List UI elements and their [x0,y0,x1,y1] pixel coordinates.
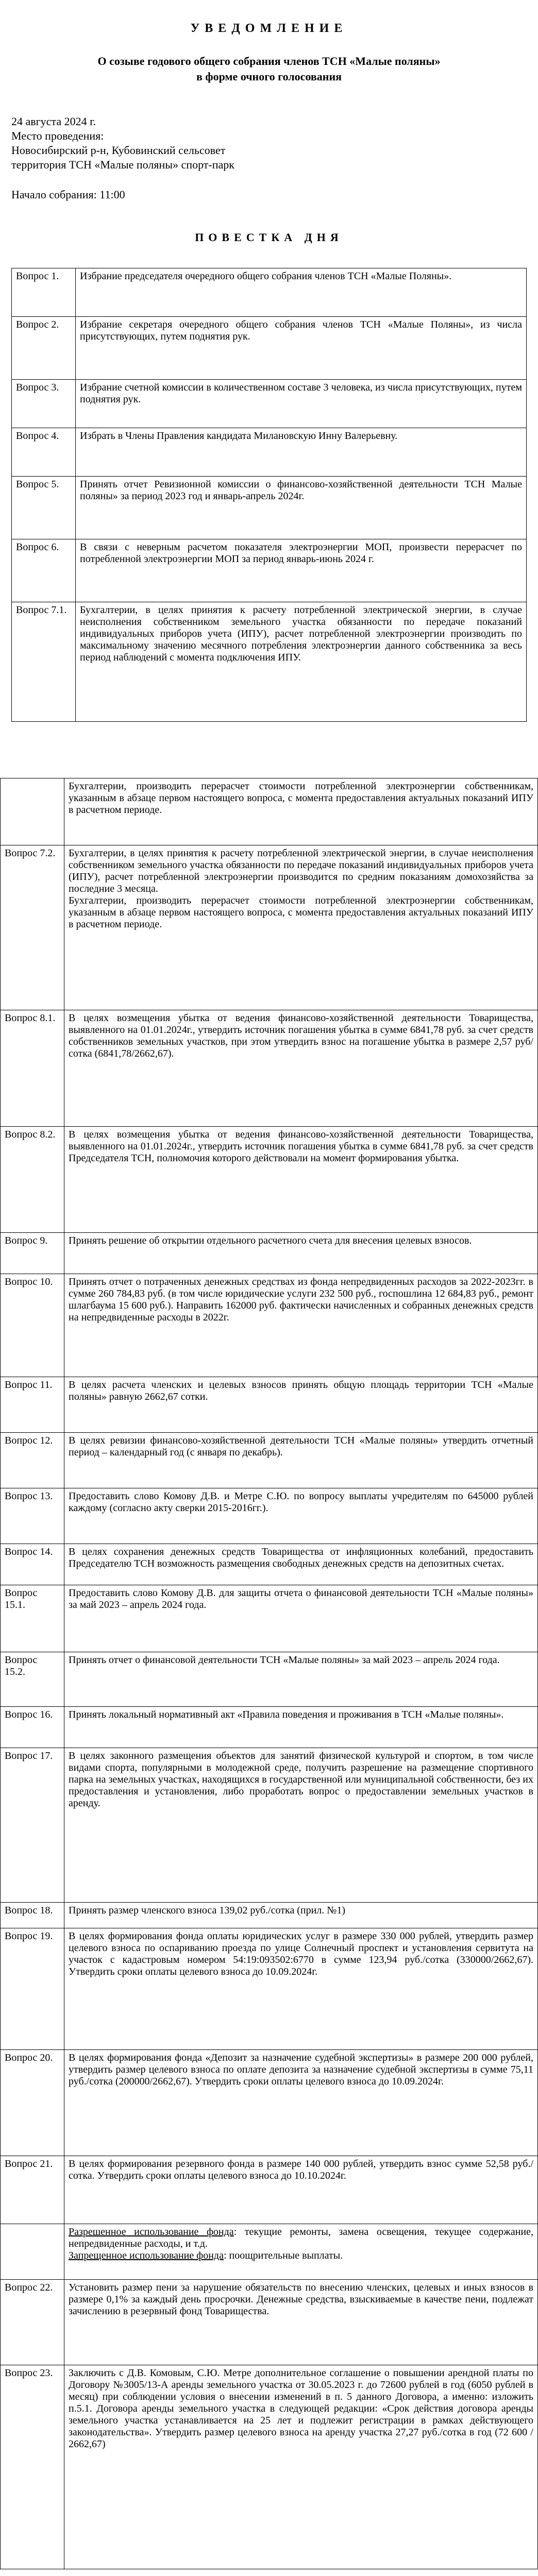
item-number: Вопрос 17. [1,1748,64,1903]
item-number: Вопрос 9. [1,1233,64,1274]
item-text: В связи с неверным расчетом показателя электроэнергии МОП, произвести перерасчет по потребленной электроэнергии МОП за период январь-июнь 2024 г. [76,539,527,602]
item-text: В целях формирования фонда оплаты юридических услуг в размере 330 000 рублей, утвердить размер целевого взноса по оспариванию проезда по улице Солнечный проспект и установления сервитута на участок с кадастровым номером 54:19:093502:6770 в сумме 123,94 руб./сотка (330000/2662,67). Утвердить сроки оплаты целевого взноса до 10.09.2024г. [64,1928,538,2050]
item-text: Избрание секретаря очередного общего собрания членов ТСН «Малые Поляны», из числа присутствующих, путем поднятия рук. [76,317,527,380]
item-number [1,2224,64,2280]
item-text: Установить размер пени за нарушение обязательств по внесению членских, целевых и иных взносов в размере 0,1% за каждый день просрочки. Денежные средства, взыскиваемые в качестве пени, подлежат зачислению в резервный фонд Товарищества. [64,2280,538,2365]
table-row [1,1707,538,1748]
item-number: Вопрос 4. [12,428,76,477]
notice-subtitle-line1: О созыве годового общего собрания членов ТСН «Малые поляны» [97,55,441,67]
table-row [12,428,527,477]
item-number: Вопрос 22. [1,2280,64,2365]
item-text: В целях законного размещения объектов для занятий физической культурой и спортом, в том числе видами спорта, популярными в молодежной среде, получить разрешение на размещение спортивного парка на земельных участках, находящихся в государственной или муниципальной собственности, без их предоставления и установления, либо проработать вопрос о предоставлении земельных участков в аренду. [64,1748,538,1903]
item-text: Избрание председателя очередного общего собрания членов ТСН «Малые Поляны». [76,268,527,317]
table-row [1,1652,538,1707]
item-text: В целях возмещения убытка от ведения финансово-хозяйственной деятельности Товарищества, выявленного на 01.01.2024г., утвердить источник погашения убытка в сумме 6841,78 руб. за счет средств Председателя ТСН, полномочия которого действовали на момент формирования убытка. [64,1127,538,1233]
item-text: Предоставить слово Комову Д.В. и Метре С.Ю. по вопросу выплаты учредителям по 645000 рублей каждому (согласно акту сверки 2015-2016гг.). [64,1488,538,1544]
item-number: Вопрос 2. [12,317,76,380]
item-number: Вопрос 14. [1,1544,64,1585]
item-number: Вопрос 12. [1,1433,64,1488]
item-text [64,845,538,1010]
item-text: В целях ревизии финансово-хозяйственной деятельности ТСН «Малые поляны» утвердить отчетный период – календарный год (с января по декабрь). [64,1433,538,1488]
item-text: В целях возмещения убытка от ведения финансово-хозяйственной деятельности Товарищества, выявленного на 01.01.2024г., утвердить источник погашения убытка в сумме 6841,78 руб. за счет средств собственников земельных участков, при этом утвердить взнос на погашение убытка в размере 2,57 руб/сотка (6841,78/2662,67). [64,1010,538,1127]
table-row [1,1127,538,1233]
table-row [1,2050,538,2156]
item-text: В целях формирования резервного фонда в размере 140 000 рублей, утвердить взнос сумме 52,58 руб./сотка. Утвердить сроки оплаты целевого взноса до 10.10.2024г. [64,2156,538,2224]
item-number: Вопрос 10. [1,1274,64,1377]
table-row [12,380,527,428]
item-text: Бухгалтерии, производить перерасчет стоимости потребленной электроэнергии собственникам, указанным в абзаце первом настоящего вопроса, с момента предоставления актуальных показаний ИПУ в расчетном периоде. [64,778,538,845]
table-row [12,268,527,317]
item-text [64,2224,538,2280]
table-row [1,1377,538,1433]
fund-banned-use [69,2250,533,2262]
table-row [1,1928,538,2050]
table-row [1,2224,538,2280]
place-line2: территория ТСН «Малые поляны» спорт-парк [11,158,234,171]
table-row [1,2280,538,2365]
item-number: Вопрос 13. [1,1488,64,1544]
item-number: Вопрос 1. [12,268,76,317]
table-row [12,602,527,722]
place-label: Место проведения: [11,129,104,142]
table-row [1,2365,538,2569]
fund-banned-text: : поощрительные выплаты. [223,2250,343,2261]
item-text: Принять решение об открытии отдельного расчетного счета для внесения целевых взносов. [64,1233,538,1274]
table-row [1,1233,538,1274]
item-text: В целях расчета членских и целевых взносов принять общую площадь территории ТСН «Малые поляны» равную 2662,67 сотки. [64,1377,538,1433]
table-row [12,539,527,602]
item-text: Избрание счетной комиссии в количественном составе 3 человека, из числа присутствующих, путем поднятия рук. [76,380,527,428]
table-row [1,1585,538,1652]
item-number: Вопрос 8.2. [1,1127,64,1233]
item-text: В целях формирования фонда «Депозит за назначение судебной экспертизы» в размере 200 000 рублей, утвердить размер целевого взноса по оплате депозита за назначение судебной экспертизы в сумме 75,11 руб./сотка (200000/2662,67). Утвердить сроки оплаты целевого взноса до 10.09.2024г. [64,2050,538,2156]
item-number: Вопрос 15.2. [1,1652,64,1707]
item-text: Предоставить слово Комову Д.В. для защиты отчета о финансовой деятельности ТСН «Малые поляны» за май 2023 – апрель 2024 года. [64,1585,538,1652]
fund-allowed-use [69,2226,533,2250]
fund-allowed-text: : текущие ремонты, замена освещения, текущее содержание, непредвиденные расходы, и т.д. [69,2226,533,2249]
table-row [1,1748,538,1903]
meeting-date: 24 августа 2024 г. [11,115,96,128]
item-number [1,778,64,845]
item-text: Заключить с Д.В. Комовым, С.Ю. Метре дополнительное соглашение о повышении арендной платы по Договору №3005/13-А аренды земельного участка от 30.05.2023 г. до 72600 рублей в год (6050 рублей в месяц) при соблюдении условия о внесении изменений в п. 5 данного Договора, а именно: изложить п.5.1. Договора аренды земельного участка в следующей редакции: «Срок действия договора аренды земельного участка устанавливается на 25 лет и подлежит регистрации в рамках действующего законодательства». Утвердить размер целевого взноса на аренду участка 27,27 руб./сотка в год (72 600 / 2662,67) [64,2365,538,2569]
item-number: Вопрос 7.2. [1,845,64,1010]
item-text: Принять отчет о потраченных денежных средствах из фонда непредвиденных расходов за 2022-2023гг. в сумме 260 784,83 руб. (в том числе юридические услуги 232 500 руб., госпошлина 12 684,83 руб., ремонт шлагбаума 15 600 руб.). Направить 162000 руб. фактически начисленных и собранных денежных средств на непредвиденные расходы в 2022г. [64,1274,538,1377]
table-row [1,2156,538,2224]
table-row [1,1010,538,1127]
item-text: Принять отчет Ревизионной комиссии о финансово-хозяйственной деятельности ТСН Малые поляны» за период 2023 год и январь-апрель 2024г. [76,477,527,539]
notice-title: УВЕДОМЛЕНИЕ [190,22,348,35]
item-text: Принять размер членского взноса 139,02 руб./сотка (прил. №1) [64,1903,538,1928]
item-number: Вопрос 18. [1,1903,64,1928]
table-row [1,1544,538,1585]
table-row [1,1488,538,1544]
table-row [12,477,527,539]
item-number: Вопрос 8.1. [1,1010,64,1127]
item-number: Вопрос 19. [1,1928,64,2050]
item-number: Вопрос 15.1. [1,1585,64,1652]
item-number: Вопрос 21. [1,2156,64,2224]
notice-subtitle-line2: в форме очного голосования [196,70,342,83]
fund-banned-label: Запрещенное использование фонда [69,2250,224,2261]
table-row [1,1903,538,1928]
item-paragraph: Бухгалтерии, в целях принятия к расчету потребленной электрической энергии, в случае неисполнения собственником земельного участка обязанности по передаче показаний индивидуальных приборов учета (ИПУ), расчет потребленной электроэнергии производится по средним показаниям домохозяйства за последние 3 месяца. [69,848,533,894]
item-number: Вопрос 23. [1,2365,64,2569]
table-row [1,778,538,845]
table-row [12,317,527,380]
table-row [1,1433,538,1488]
item-number: Вопрос 6. [12,539,76,602]
item-text: В целях сохранения денежных средств Товарищества от инфляционных колебаний, предоставить Председателю ТСН возможность размещения свободных денежных средств на депозитных счетах. [64,1544,538,1585]
item-text: Бухгалтерии, в целях принятия к расчету потребленной электрической энергии, в случае неисполнения собственником земельного участка обязанности по передаче показаний индивидуальных приборов учета (ИПУ), расчет потребленной электроэнергии производить по максимальному значению месячного потребления электроэнергии данного собственника за весь период наблюдений с момента подключения ИПУ. [76,602,527,722]
agenda-title: ПОВЕСТКА ДНЯ [195,231,343,244]
table-row [1,845,538,1010]
item-paragraph: Бухгалтерии, производить перерасчет стоимости потребленной электроэнергии собственникам, указанным в абзаце первом настоящего вопроса, с момента предоставления актуальных показаний ИПУ в расчетном периоде. [69,895,533,930]
item-number: Вопрос 5. [12,477,76,539]
fund-allowed-label: Разрешенное использование фонда [69,2226,234,2238]
item-number: Вопрос 3. [12,380,76,428]
item-text: Принять отчет о финансовой деятельности ТСН «Малые поляны» за май 2023 – апрель 2024 года. [64,1652,538,1707]
item-number: Вопрос 20. [1,2050,64,2156]
agenda-table-part1 [11,268,527,722]
item-text: Избрать в Члены Правления кандидата Милановскую Инну Валерьевну. [76,428,527,477]
place-line1: Новосибирский р-н, Кубовинский сельсовет [11,144,226,157]
table-row [1,1274,538,1377]
item-number: Вопрос 16. [1,1707,64,1748]
item-text: Принять локальный нормативный акт «Правила поведения и проживания в ТСН «Малые поляны». [64,1707,538,1748]
start-time: Начало собрания: 11:00 [11,188,125,201]
item-number: Вопрос 11. [1,1377,64,1433]
agenda-table-part2 [0,778,538,2569]
item-number: Вопрос 7.1. [12,602,76,722]
